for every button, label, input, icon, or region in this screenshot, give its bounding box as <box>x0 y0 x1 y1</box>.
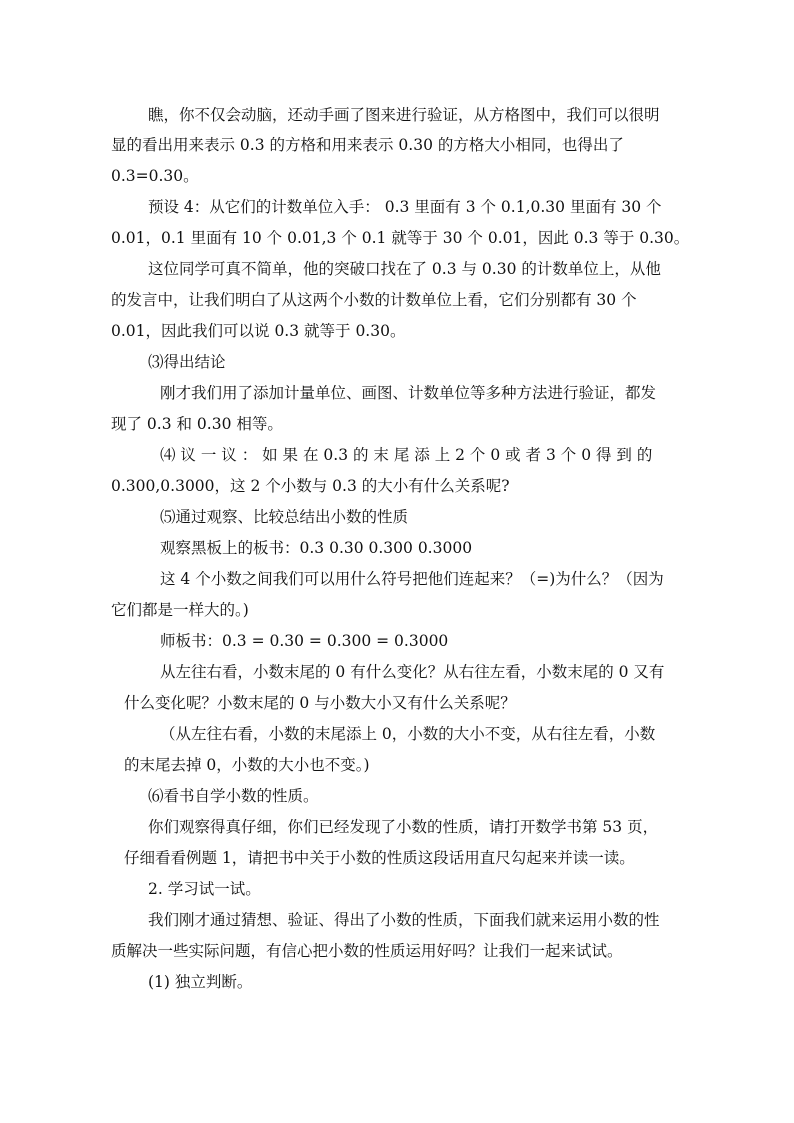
section-heading: ⑹看书自学小数的性质。 <box>148 787 319 805</box>
section-heading: 2. 学习试一试。 <box>148 880 261 898</box>
text-line: 师板书：0.3 = 0.30 = 0.300 = 0.3000 <box>160 632 449 650</box>
text-line: 你们观察得真仔细，你们已经发现了小数的性质，请打开数学书第 53 页， <box>148 818 659 836</box>
text-line: 仔细看看例题 1，请把书中关于小数的性质这段话用直尺勾起来并读一读。 <box>124 849 635 867</box>
text-line: 的发言中，让我们明白了从这两个小数的计数单位上看，它们分别都有 30 个 <box>111 291 637 309</box>
text-line: 的末尾去掉 0，小数的大小也不变。) <box>124 756 370 774</box>
text-line: 它们都是一样大的。) <box>111 601 249 619</box>
text-line: 现了 0.3 和 0.30 相等。 <box>111 415 283 433</box>
text-line: 我们刚才通过猜想、验证、得出了小数的性质，下面我们就来运用小数的性 <box>148 911 660 929</box>
text-line: （从左往右看，小数的末尾添上 0，小数的大小不变，从右往左看，小数 <box>160 725 656 743</box>
text-line: 显的看出用来表示 0.3 的方格和用来表示 0.30 的方格大小相同，也得出了 <box>111 136 624 154</box>
text-line: 质解决一些实际问题，有信心把小数的性质运用好吗？让我们一起来试试。 <box>111 942 623 960</box>
text-line: 从左往右看，小数末尾的 0 有什么变化？从右往左看，小数末尾的 0 又有 <box>160 663 665 681</box>
section-heading: ⑸通过观察、比较总结出小数的性质 <box>160 508 409 526</box>
text-line: ⑷ 议 一 议 ： 如 果 在 0.3 的 末 尾 添 上 2 个 0 或 者 3 个 0 得 到 的 <box>160 446 653 464</box>
text-line: 刚才我们用了添加计量单位、画图、计数单位等多种方法进行验证，都发 <box>160 384 657 402</box>
text-line: 0.01，因此我们可以说 0.3 就等于 0.30。 <box>111 322 406 340</box>
text-line: 观察黑板上的板书：0.3 0.30 0.300 0.3000 <box>160 539 473 557</box>
text-line: 预设 4：从它们的计数单位入手： 0.3 里面有 3 个 0.1,0.30 里面有 30 个 <box>148 198 662 216</box>
text-line: 0.01，0.1 里面有 10 个 0.01,3 个 0.1 就等于 30 个 0.01，因此 0.3 等于 0.30。 <box>111 229 690 247</box>
section-heading: ⑶得出结论 <box>148 353 226 371</box>
section-heading: (1) 独立判断。 <box>148 973 253 991</box>
text-line: 0.300,0.3000，这 2 个小数与 0.3 的大小有什么关系呢? <box>111 477 510 495</box>
text-line: 0.3=0.30。 <box>111 167 199 185</box>
text-line: 什么变化呢？小数末尾的 0 与小数大小又有什么关系呢？ <box>124 694 516 712</box>
text-line: 这 4 个小数之间我们可以用什么符号把他们连起来？（=)为什么？（因为 <box>160 570 664 588</box>
text-line: 瞧，你不仅会动脑，还动手画了图来进行验证，从方格图中，我们可以很明 <box>148 106 660 124</box>
text-line: 这位同学可真不简单，他的突破口找在了 0.3 与 0.30 的计数单位上，从他 <box>148 260 661 278</box>
